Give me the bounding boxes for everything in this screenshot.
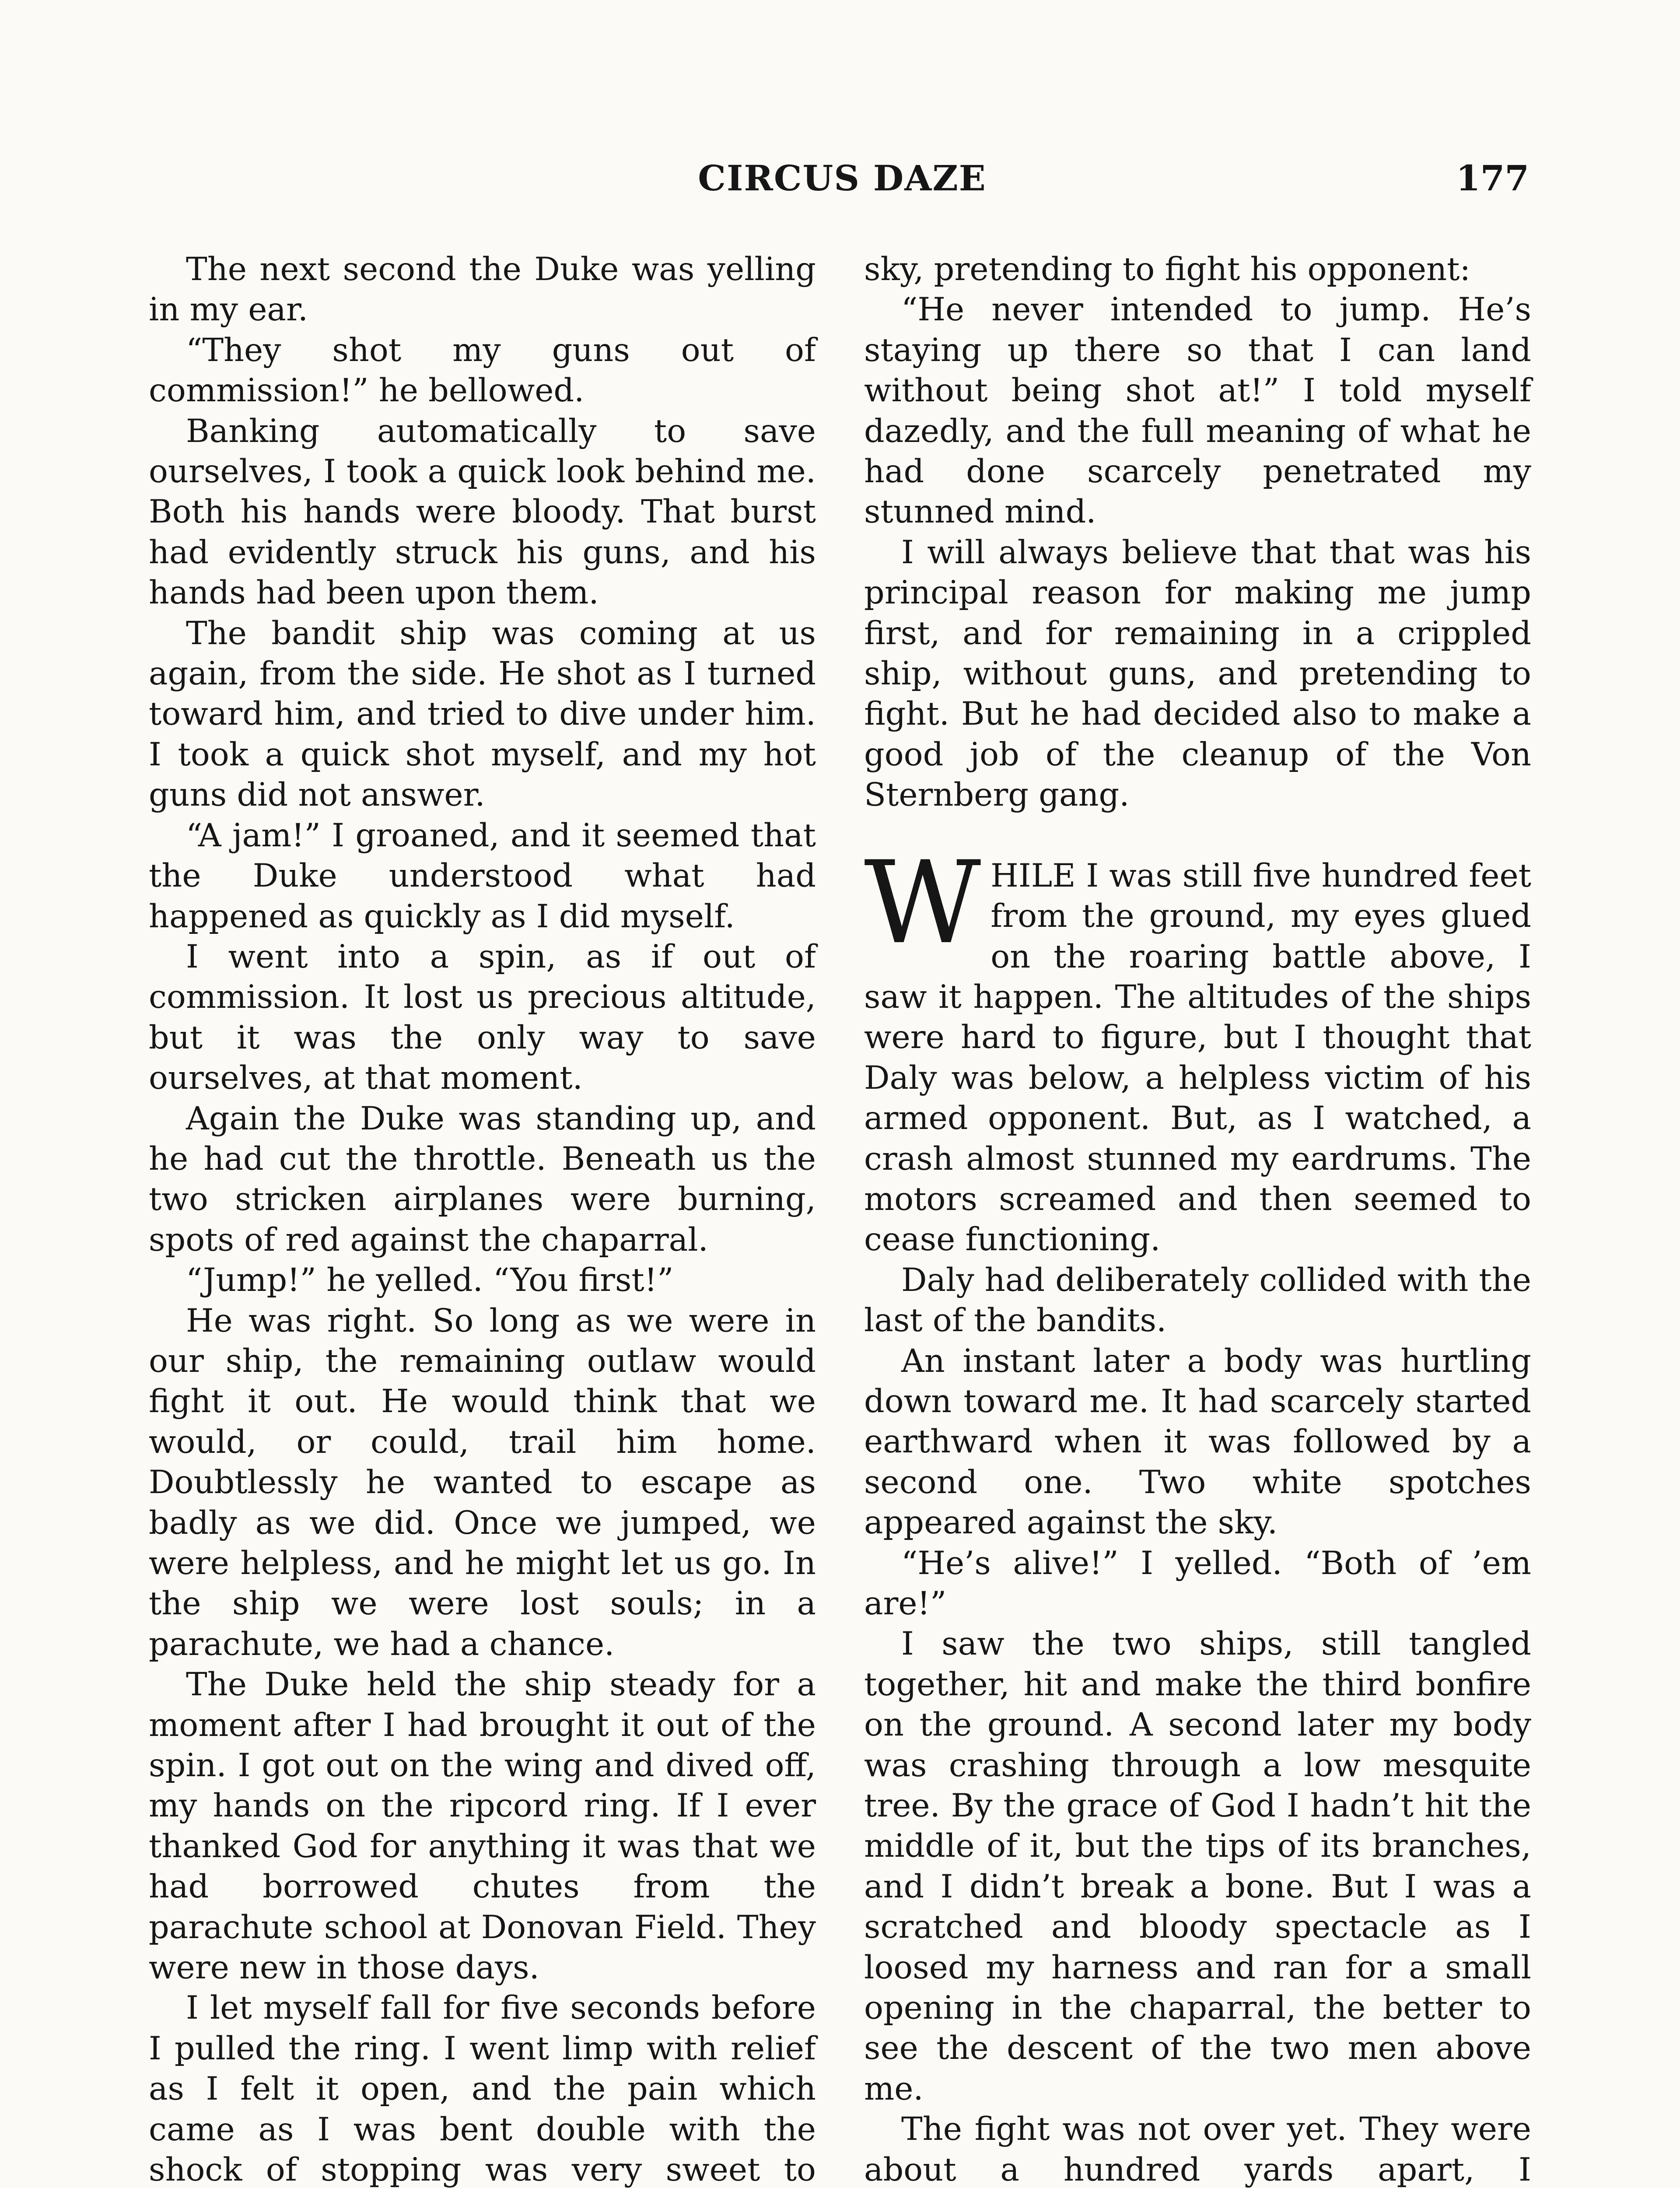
page-header — [155, 158, 1529, 210]
left-column — [149, 249, 816, 2188]
paragraph: The next second the Duke was yelling in my ear. — [149, 251, 816, 329]
paragraph: I let myself fall for five seconds before I pulled the ring. I went limp with relief as I felt it open, and the pain which came as I was bent double with the shock of stopping was very sweet to — [149, 1989, 816, 2188]
paragraph: An instant later a body was hurtling down toward me. It had scarcely started earthward when it was followed by a second one. Two white spotches appeared against the sky. — [864, 1342, 1531, 1542]
paragraph: Daly had deliberately collided with the last of the bandits. — [864, 1261, 1531, 1339]
paragraph: “He’s alive!” I yelled. “Both of ’em are!” — [864, 1544, 1531, 1622]
paragraph: Again the Duke was standing up, and he had cut the throttle. Beneath us the two stricken airplanes were burning, spots of red against the chaparral. — [149, 1100, 816, 1259]
paragraph: “Jump!” he yelled. “You first!” — [186, 1262, 674, 1299]
paragraph: I went into a spin, as if out of commission. It lost us precious altitude, but it was the only way to save ourselves, at that moment. — [149, 938, 816, 1097]
paragraph: The Duke held the ship steady for a moment after I had brought it out of the spin. I got out on the wing and dived off, my hands on the ripcord ring. If I ever thanked God for anything it was that we had borrowed chutes from the parachute school at Donovan Field. They were new in those days. — [149, 1666, 816, 1987]
paragraph: He was right. So long as we were in our ship, the remaining outlaw would fight it out. He would think that we would, or could, trail him home. Doubtlessly he wanted to escape as badly as we did. Once we jumped, we were helpless, and he might let us go. In the ship we were lost souls; in a parachute, we had a chance. — [149, 1302, 816, 1663]
paragraph: The fight was not over yet. They were about a hundred yards apart, I — [864, 2111, 1531, 2188]
paragraph: “He never intended to jump. He’s staying up there so that I can land without being shot at!” I told myself dazedly, and the full meaning of what he had done scarcely penetrated my stunned mind. — [864, 291, 1531, 531]
section-opening-text: HILE I was still five hundred feet from the ground, my eyes glued on the roaring battle above, I saw it happen. The altitudes of the ships were hard to figure, but I thought that Daly was below, a helpless victim of his armed opponent. But, as I watched, a crash almost stunned my eardrums. The motors screamed and then seemed to cease functioning. — [864, 857, 1531, 1259]
paragraph: “They shot my guns out of commission!” he bellowed. — [149, 331, 816, 410]
right-column — [864, 249, 1531, 2188]
running-title: CIRCUS DAZE — [698, 158, 987, 199]
paragraph: I will always believe that that was his principal reason for making me jump first, and for remaining in a crippled ship, without guns, and pretending to fight. But he had decided also to make a good job of the cleanup of the Von Sternberg gang. — [864, 533, 1531, 814]
continuation-line: sky, pretending to fight his opponent: — [864, 251, 1471, 288]
paragraph: “A jam!” I groaned, and it seemed that the Duke understood what had happened as quickly as I did myself. — [149, 817, 816, 935]
paragraph: Banking automatically to save ourselves, I took a quick look behind me. Both his hands were bloody. That burst had evidently struck his guns, and his hands had been upon them. — [149, 412, 816, 612]
paragraph: The bandit ship was coming at us again, from the side. He shot as I turned toward him, and tried to dive under him. I took a quick shot myself, and my hot guns did not answer. — [149, 614, 816, 814]
paragraph: I saw the two ships, still tangled together, hit and make the third bonfire on the ground. A second later my body was crashing through a low mesquite tree. By the grace of God I hadn’t hit the middle of it, but the tips of its branches, and I didn’t break a bone. But I was a scratched and bloody spectacle as I loosed my harness and ran for a small opening in the chaparral, the better to see the descent of the two men above me. — [864, 1625, 1531, 2107]
section-opening-paragraph — [864, 837, 1531, 1260]
page-number: 177 — [1456, 158, 1529, 199]
drop-cap: W — [864, 837, 981, 969]
